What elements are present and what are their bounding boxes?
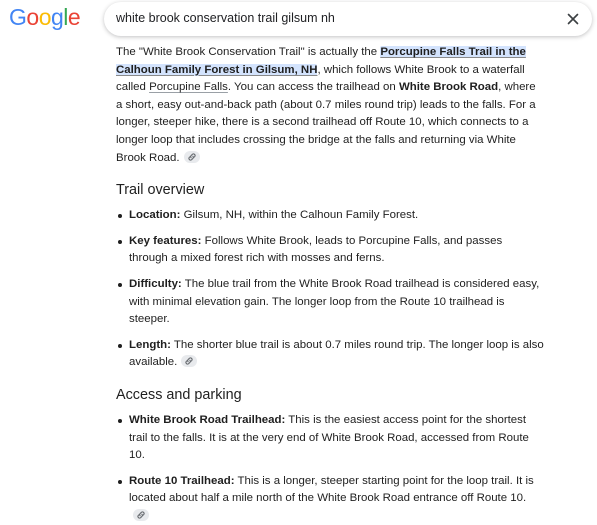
link-icon <box>187 152 197 162</box>
logo-letter: o <box>38 4 51 30</box>
ai-overview-content <box>116 44 544 525</box>
list-item <box>116 473 544 525</box>
list-item-label: Length: <box>129 338 171 351</box>
search-input[interactable]: white brook conservation trail gilsum nh <box>116 11 335 25</box>
list-item-label: Location: <box>129 209 181 222</box>
list-item-text: Gilsum, NH, within the Calhoun Family Forest. <box>180 209 419 222</box>
list-item-text: The shorter blue trail is about 0.7 miles round trip. The longer loop is also available. <box>129 338 544 369</box>
search-box[interactable] <box>104 2 592 36</box>
top-bar <box>0 0 597 38</box>
list-item <box>116 207 544 225</box>
logo-letter: e <box>67 4 81 30</box>
list-item-label: White Brook Road Trailhead: <box>129 413 286 426</box>
list-item-label: Route 10 Trailhead: <box>129 474 235 487</box>
porcupine-falls-link[interactable]: Porcupine Falls <box>149 81 228 94</box>
list-item <box>116 233 544 268</box>
list-item-text: Follows White Brook, leads to Porcupine Falls, and passes through a mixed forest rich with mosses and ferns. <box>129 234 503 265</box>
logo-letter: o <box>26 4 39 30</box>
trail-overview-heading: Trail overview <box>116 182 205 199</box>
list-item-text: This is the easiest access point for the shortest trail to the falls. It is at the very end of White Brook Road, accessed from Route 10. <box>129 413 529 462</box>
list-item-label: Difficulty: <box>129 277 182 290</box>
intro-text-2: , which follows White Brook to a waterfall called <box>116 63 525 94</box>
logo-letter: l <box>63 4 68 30</box>
list-item <box>116 337 544 372</box>
source-link-button[interactable] <box>133 509 149 521</box>
list-item-text: This is a longer, steeper starting point for the loop trail. It is located about half a mile north of the White Brook Road entrance off Route 10. <box>129 474 534 505</box>
list-item <box>116 412 544 465</box>
link-icon <box>136 510 146 520</box>
list-item-text: The blue trail from the White Brook Road trailhead is considered easy, with minimal elevation gain. The longer loop from the Route 10 trailhead is steeper. <box>129 277 540 326</box>
list-item-label: Key features: <box>129 234 202 247</box>
white-brook-road-bold: White Brook Road <box>398 81 499 94</box>
trail-overview-list <box>116 207 544 372</box>
access-parking-list <box>116 412 544 525</box>
intro-paragraph <box>116 44 544 167</box>
logo-letter: g <box>50 4 64 30</box>
list-item <box>116 276 544 329</box>
intro-text-4: , where a short, easy out-and-back path (about 0.7 miles round trip) leads to the falls. For a longer, steeper hike, there is a second trailhead off Route 10, which connects to a longer loop that includes crossing the bridge at the falls and returning via White Brook Road. <box>116 81 536 164</box>
close-icon[interactable] <box>564 10 582 28</box>
source-link-button[interactable] <box>184 151 200 163</box>
source-link-button[interactable] <box>181 355 197 367</box>
access-parking-heading: Access and parking <box>116 386 242 403</box>
intro-text-3: . You can access the trailhead on <box>227 81 399 94</box>
link-icon <box>184 356 194 366</box>
google-logo[interactable] <box>9 3 80 31</box>
intro-text-1: The "White Brook Conservation Trail" is actually the <box>116 46 381 58</box>
logo-letter: G <box>9 4 27 30</box>
highlighted-answer-link[interactable]: Porcupine Falls Trail in the Calhoun Family Forest in Gilsum, NH <box>116 46 526 76</box>
